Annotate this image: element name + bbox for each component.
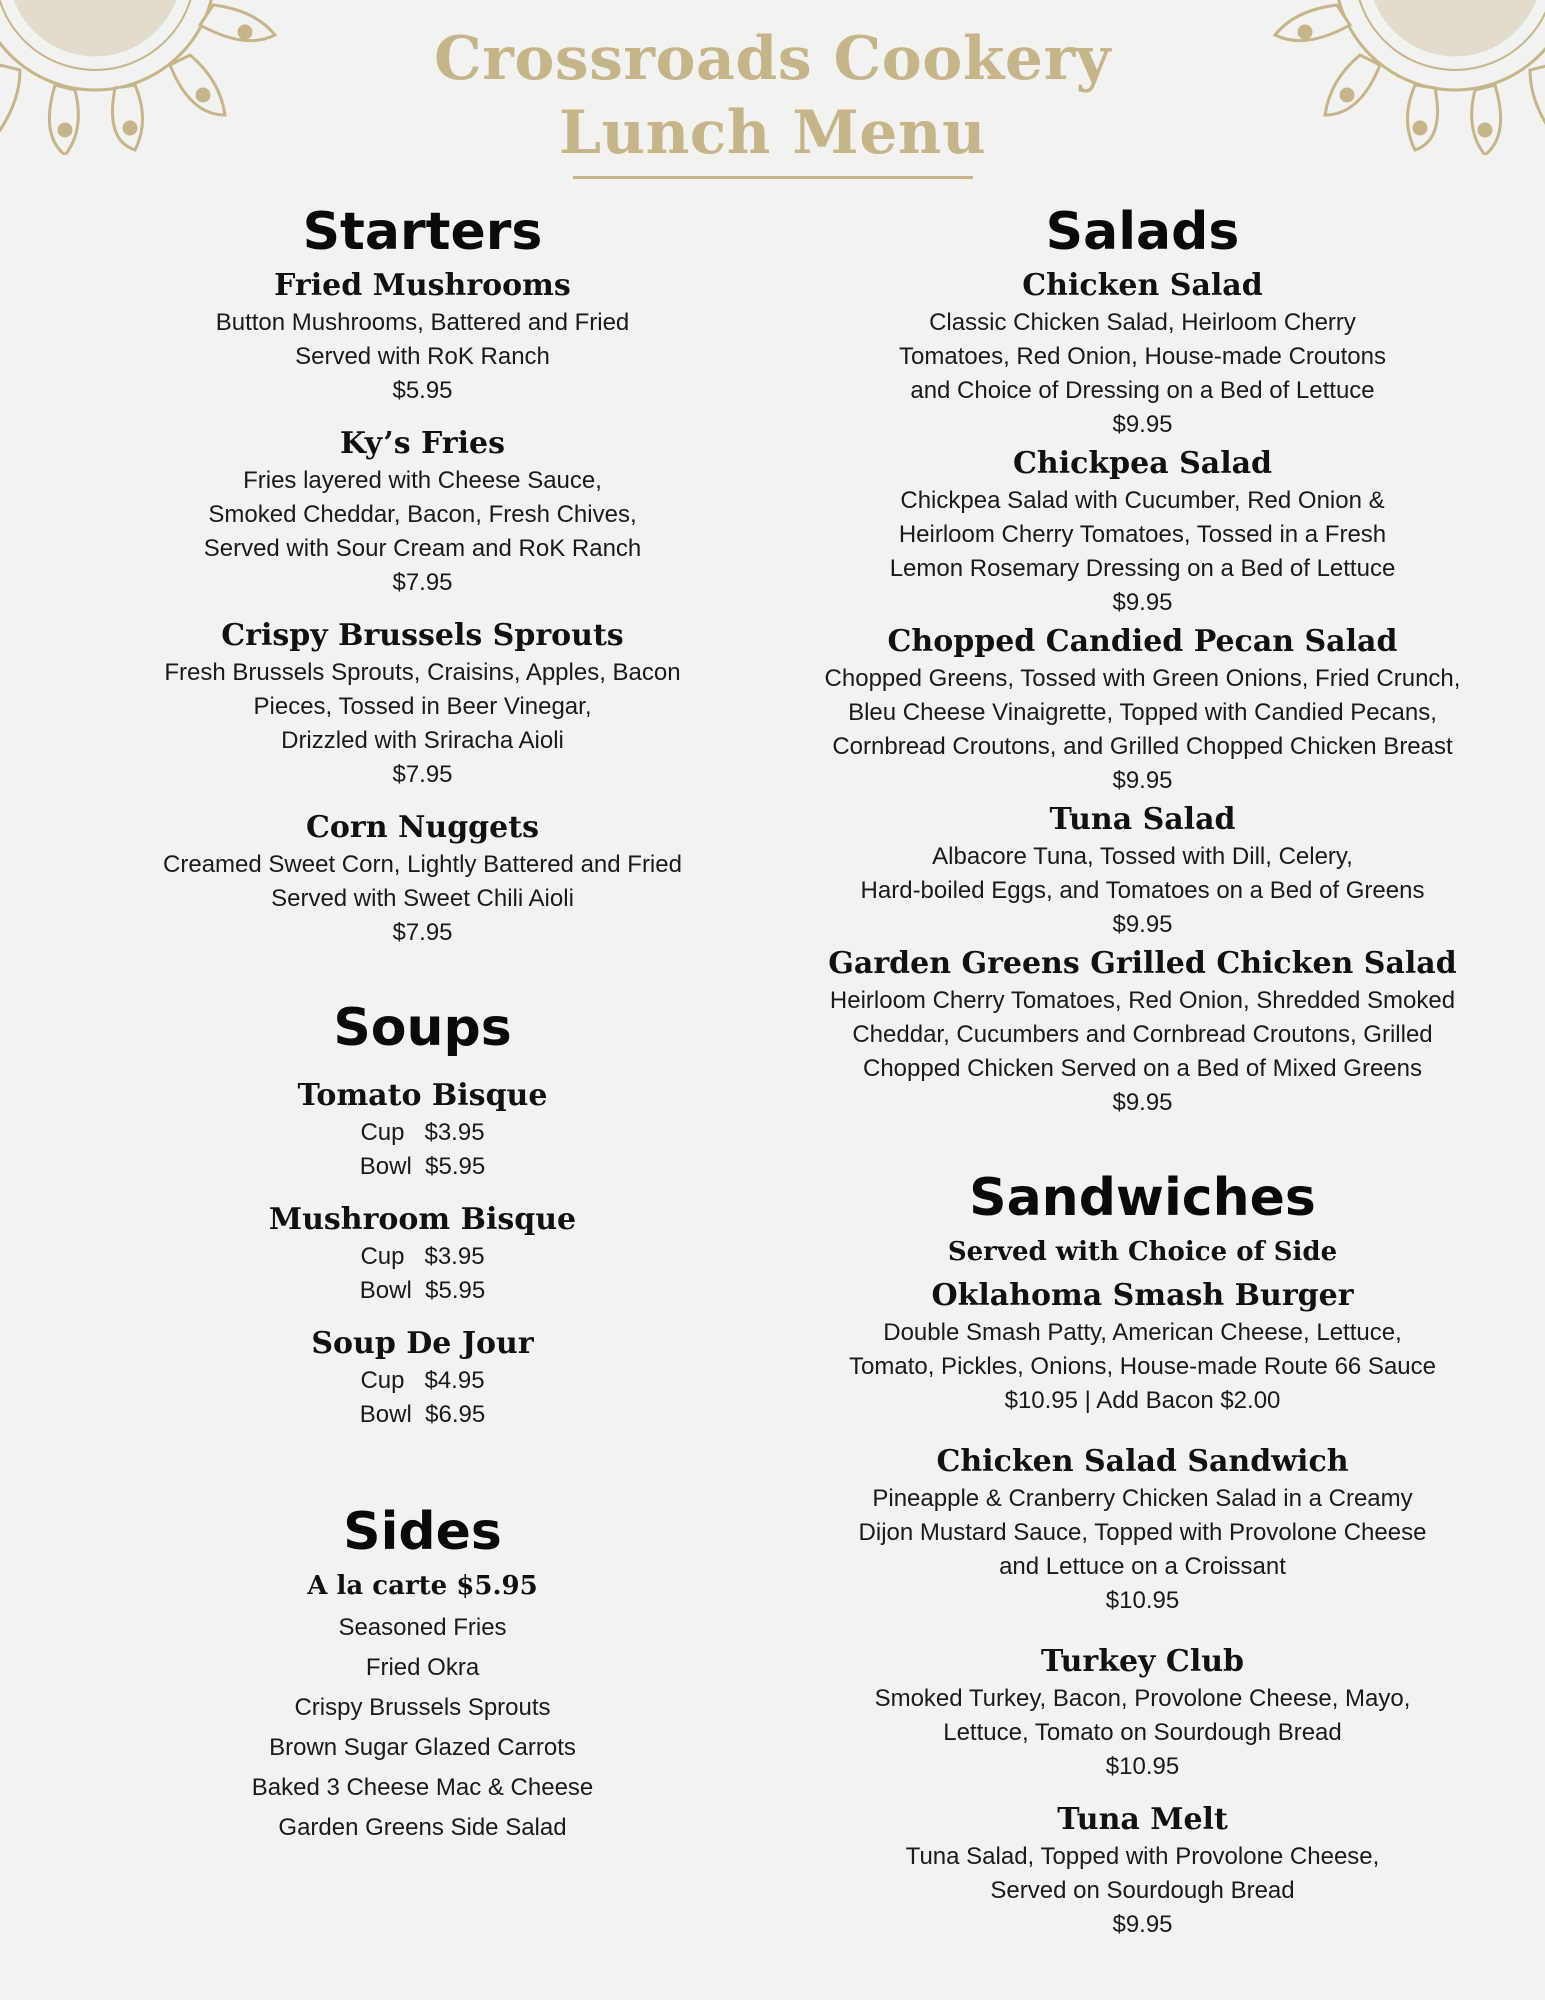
bowl-price: Bowl $6.95: [359, 1401, 486, 1428]
item-name: Chicken Salad: [1022, 268, 1263, 303]
bowl-price: Bowl $5.95: [359, 1153, 486, 1180]
item-description: Served with Sweet Chili Aioli: [271, 885, 574, 912]
item-name: Soup De Jour: [311, 1326, 534, 1361]
side-item: Baked 3 Cheese Mac & Cheese: [251, 1774, 594, 1801]
menu-item: [110, 1200, 735, 1308]
item-description: and Lettuce on a Croissant: [999, 1553, 1286, 1580]
menu-item: [785, 1442, 1500, 1618]
menu-item: [785, 944, 1500, 1120]
item-price: $9.95: [1112, 589, 1173, 616]
salads-section: [785, 200, 1500, 1120]
item-description: Lettuce, Tomato on Sourdough Bread: [943, 1719, 1342, 1746]
item-name: Mushroom Bisque: [268, 1202, 577, 1237]
item-description: Smoked Turkey, Bacon, Provolone Cheese, Mayo,: [874, 1685, 1411, 1712]
menu-item: [785, 800, 1500, 942]
item-description: Tomatoes, Red Onion, House-made Croutons: [899, 343, 1386, 370]
menu-title: [0, 22, 1545, 179]
side-item: Fried Okra: [365, 1654, 480, 1681]
item-name: Corn Nuggets: [306, 810, 539, 845]
menu-item: [785, 622, 1500, 798]
item-description: and Choice of Dressing on a Bed of Lettuce: [910, 377, 1375, 404]
item-description: Chopped Greens, Tossed with Green Onions, Fried Crunch,: [824, 665, 1461, 692]
menu-item: [785, 1800, 1500, 1942]
item-description: Drizzled with Sriracha Aioli: [281, 727, 564, 754]
item-price: $10.95: [1105, 1753, 1180, 1780]
side-item: Brown Sugar Glazed Carrots: [269, 1734, 576, 1761]
menu-item: [110, 424, 735, 600]
item-name: Crispy Brussels Sprouts: [221, 618, 624, 653]
item-name: Chopped Candied Pecan Salad: [887, 624, 1398, 659]
item-name: Tomato Bisque: [297, 1078, 548, 1113]
menu-item: [785, 1276, 1500, 1418]
sides-price-note: A la carte $5.95: [307, 1571, 538, 1601]
restaurant-name: Crossroads Cookery: [433, 24, 1112, 94]
menu-item: [110, 808, 735, 950]
side-item: Seasoned Fries: [338, 1614, 507, 1641]
right-column: [785, 200, 1500, 1942]
item-price: $10.95: [1105, 1587, 1180, 1614]
item-description: Double Smash Patty, American Cheese, Lettuce,: [883, 1319, 1402, 1346]
section-title-sides: Sides: [343, 1502, 502, 1562]
item-price: $9.95: [1112, 411, 1173, 438]
item-price: $7.95: [392, 569, 453, 596]
item-description: Chickpea Salad with Cucumber, Red Onion &: [900, 487, 1385, 514]
section-title-soups: Soups: [333, 998, 512, 1058]
item-name: Oklahoma Smash Burger: [931, 1278, 1354, 1313]
bowl-price: Bowl $5.95: [359, 1277, 486, 1304]
starters-section: [110, 200, 735, 950]
title-underline: [573, 176, 973, 179]
item-description: Smoked Cheddar, Bacon, Fresh Chives,: [208, 501, 637, 528]
item-price: $5.95: [392, 377, 453, 404]
item-name: Turkey Club: [1041, 1644, 1244, 1679]
menu-item: [110, 1076, 735, 1184]
item-description: Cornbread Croutons, and Grilled Chopped Chicken Breast: [832, 733, 1453, 760]
item-description: Fries layered with Cheese Sauce,: [243, 467, 602, 494]
item-description: Chopped Chicken Served on a Bed of Mixed Greens: [863, 1055, 1422, 1082]
item-price: $9.95: [1112, 1911, 1173, 1938]
item-description: Served with Sour Cream and RoK Ranch: [203, 535, 642, 562]
menu-item: [785, 1642, 1500, 1784]
side-item: Garden Greens Side Salad: [278, 1814, 567, 1841]
item-name: Tuna Salad: [1049, 802, 1236, 837]
item-description: Dijon Mustard Sauce, Topped with Provolone Cheese: [858, 1519, 1427, 1546]
item-description: Bleu Cheese Vinaigrette, Topped with Candied Pecans,: [848, 699, 1437, 726]
sandwiches-side-note: Served with Choice of Side: [947, 1237, 1338, 1267]
menu-item: [110, 616, 735, 792]
cup-price: Cup $3.95: [360, 1243, 485, 1270]
section-title-sandwiches: Sandwiches: [969, 1168, 1316, 1228]
item-price: $9.95: [1112, 767, 1173, 794]
item-description: Heirloom Cherry Tomatoes, Red Onion, Shredded Smoked: [829, 987, 1456, 1014]
item-description: Pineapple & Cranberry Chicken Salad in a Creamy: [872, 1485, 1413, 1512]
item-description: Pieces, Tossed in Beer Vinegar,: [253, 693, 592, 720]
item-name: Garden Greens Grilled Chicken Salad: [828, 946, 1457, 981]
menu-item: [785, 266, 1500, 442]
menu-item: [785, 444, 1500, 620]
item-description: Button Mushrooms, Battered and Fried: [215, 309, 630, 336]
menu-name: Lunch Menu: [558, 98, 987, 168]
item-name: Tuna Melt: [1057, 1802, 1228, 1837]
item-name: Fried Mushrooms: [274, 268, 571, 303]
item-description: Tuna Salad, Topped with Provolone Cheese,: [905, 1843, 1380, 1870]
item-price: $9.95: [1112, 911, 1173, 938]
sandwiches-section: [785, 1166, 1500, 1942]
soups-section: [110, 996, 735, 1432]
sides-section: [110, 1500, 735, 1848]
item-price: $9.95: [1112, 1089, 1173, 1116]
left-column: [110, 200, 735, 1848]
item-price: $7.95: [392, 761, 453, 788]
item-description: Albacore Tuna, Tossed with Dill, Celery,: [932, 843, 1353, 870]
menu-item: [110, 266, 735, 408]
cup-price: Cup $3.95: [360, 1119, 485, 1146]
item-description: Classic Chicken Salad, Heirloom Cherry: [929, 309, 1356, 336]
section-title-salads: Salads: [1045, 202, 1240, 262]
item-description: Served with RoK Ranch: [295, 343, 550, 370]
item-name: Chicken Salad Sandwich: [936, 1444, 1349, 1479]
item-description: Hard-boiled Eggs, and Tomatoes on a Bed of Greens: [860, 877, 1425, 904]
menu-item: [110, 1324, 735, 1432]
item-description: Cheddar, Cucumbers and Cornbread Croutons, Grilled: [852, 1021, 1433, 1048]
item-name: Chickpea Salad: [1013, 446, 1272, 481]
cup-price: Cup $4.95: [360, 1367, 485, 1394]
item-description: Lemon Rosemary Dressing on a Bed of Lettuce: [889, 555, 1396, 582]
section-title-starters: Starters: [302, 202, 543, 262]
item-description: Fresh Brussels Sprouts, Craisins, Apples, Bacon: [164, 659, 681, 686]
item-description: Served on Sourdough Bread: [990, 1877, 1295, 1904]
item-price: $7.95: [392, 919, 453, 946]
item-price: $10.95 | Add Bacon $2.00: [1004, 1387, 1281, 1414]
item-description: Heirloom Cherry Tomatoes, Tossed in a Fresh: [898, 521, 1387, 548]
side-item: Crispy Brussels Sprouts: [294, 1694, 551, 1721]
item-description: Tomato, Pickles, Onions, House-made Route 66 Sauce: [849, 1353, 1436, 1380]
item-description: Creamed Sweet Corn, Lightly Battered and Fried: [163, 851, 682, 878]
item-name: Ky’s Fries: [340, 426, 505, 461]
